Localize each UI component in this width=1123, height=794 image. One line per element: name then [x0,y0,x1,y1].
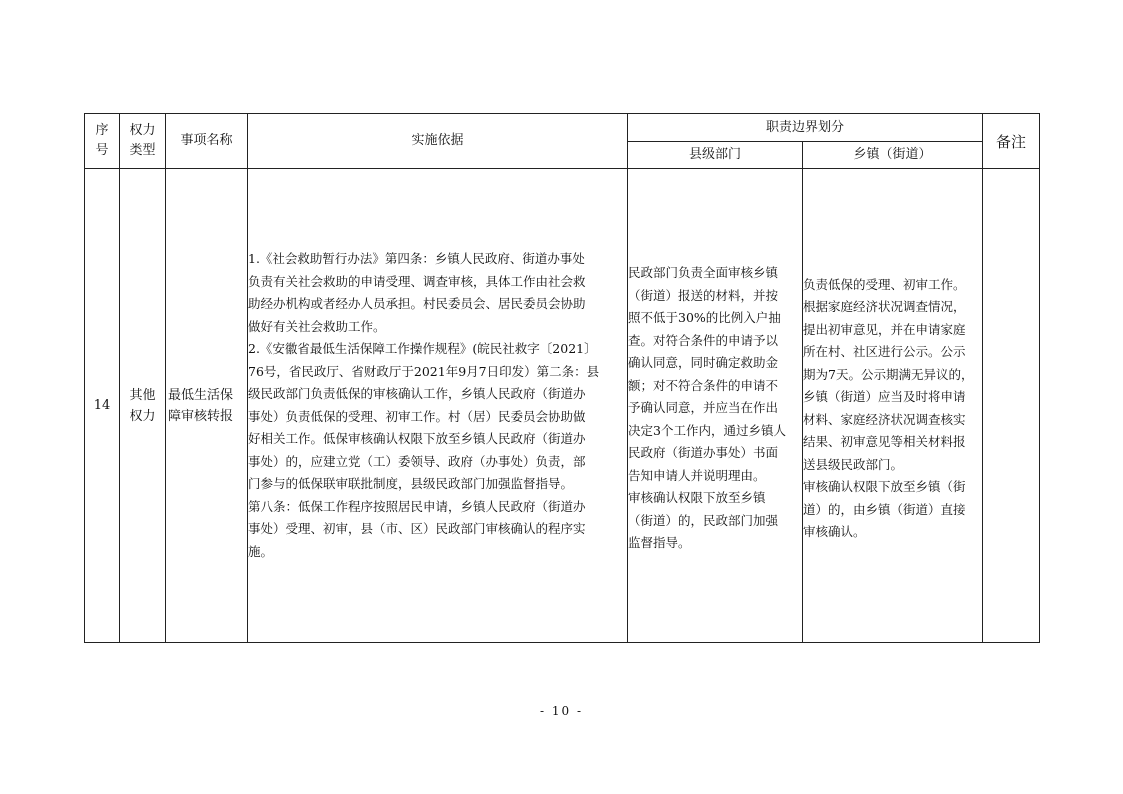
row-item-name: 最低生活保 障审核转报 [166,169,248,643]
table-row [85,169,1040,643]
basis-line: 事处）受理、初审，县（市、区）民政部门审核确认的程序实 [248,521,586,536]
header-remarks: 备注 [983,114,1040,169]
county-dept-text [628,262,802,555]
township-line: 结果、初审意见等相关材料报 [803,434,966,449]
basis-line: 好相关工作。低保审核确认权限下放至乡镇人民政府（街道办 [248,431,586,446]
township-line: 审核确认权限下放至乡镇（街 [803,479,966,494]
header-county-dept: 县级部门 [628,142,803,169]
basis-line: 级民政部门负责低保的审核确认工作，乡镇人民政府（街道办 [248,386,586,401]
header-duty-division: 职责边界划分 [628,114,983,142]
township-line: 所在村、社区进行公示。公示 [803,344,966,359]
basis-line: 负责有关社会救助的申请受理、调查审核，具体工作由社会救 [248,273,586,289]
row-township [803,169,983,643]
row-basis [248,169,628,643]
header-power-type: 权力 类型 [120,114,166,169]
basis-line: 施。 [248,543,274,559]
county-dept-line: 确认同意，同时确定救助金 [628,355,779,371]
basis-line: 76号，省民政厅、省财政厅于2021年9月7日印发）第二条：县 [248,363,600,379]
header-seq: 序 号 [85,114,120,169]
county-dept-line: 监督指导。 [628,535,691,551]
county-dept-line: 照不低于30%的比例入户抽 [628,310,781,326]
basis-line: 做好有关社会救助工作。 [248,318,386,334]
header-basis: 实施依据 [248,114,628,169]
basis-line: 1.《社会救助暂行办法》第四条：乡镇人民政府、街道办事处 [248,251,585,266]
township-line: 根据家庭经济状况调查情况， [803,299,966,314]
county-dept-line: 告知申请人并说明理由。 [628,467,766,483]
township-line: 审核确认。 [803,524,866,539]
page-number: - 10 - [539,704,583,718]
county-dept-line: 予确认同意，并应当在作出 [628,400,779,416]
county-dept-line: 审核确认权限下放至乡镇 [628,490,766,506]
row-remarks [983,169,1040,643]
township-line: 期为7天。公示期满无异议的， [803,366,974,382]
basis-line: 事处）的，应建立党（工）委领导、政府（办事处）负责，部 [248,453,586,469]
row-county-dept [628,169,803,643]
row-seq: 14 [85,169,120,643]
township-line: 乡镇（街道）应当及时将申请 [803,389,966,404]
basis-line: 第八条：低保工作程序按照居民申请，乡镇人民政府（街道办 [248,498,586,514]
header-row-1 [85,114,1040,142]
basis-line: 2.《安徽省最低生活保障工作操作规程》(皖民社救字〔2021〕 [248,341,597,356]
basis-line: 门参与的低保联审联批制度，县级民政部门加强监督指导。 [248,476,574,491]
header-township: 乡镇（街道） [803,142,983,169]
county-dept-line: （街道）的，民政部门加强 [628,512,779,528]
township-line: 送县级民政部门。 [803,456,904,472]
county-dept-line: 额；对不符合条件的申请不 [628,377,779,393]
township-text [803,274,982,544]
county-dept-line: 民政府（街道办事处）书面 [628,445,779,461]
county-dept-line: 民政部门负责全面审核乡镇 [628,265,779,281]
duty-table [84,113,1040,643]
county-dept-line: 决定3个工作内，通过乡镇人 [628,422,786,438]
header-item-name: 事项名称 [166,114,248,169]
township-line: 提出初审意见，并在申请家庭 [803,321,966,337]
county-dept-line: （街道）报送的材料，并按 [628,287,779,303]
township-line: 材料、家庭经济状况调查核实 [803,411,966,427]
row-power-type: 其他 权力 [120,169,166,643]
basis-line: 助经办机构或者经办人员承担。村民委员会、居民委员会协助 [248,296,586,311]
basis-line: 事处）负责低保的受理、初审工作。村（居）民委员会协助做 [248,408,586,424]
township-line: 负责低保的受理、初审工作。 [803,276,966,292]
basis-text [248,248,627,563]
township-line: 道）的，由乡镇（街道）直接 [803,501,966,517]
county-dept-line: 查。对符合条件的申请予以 [628,332,779,348]
